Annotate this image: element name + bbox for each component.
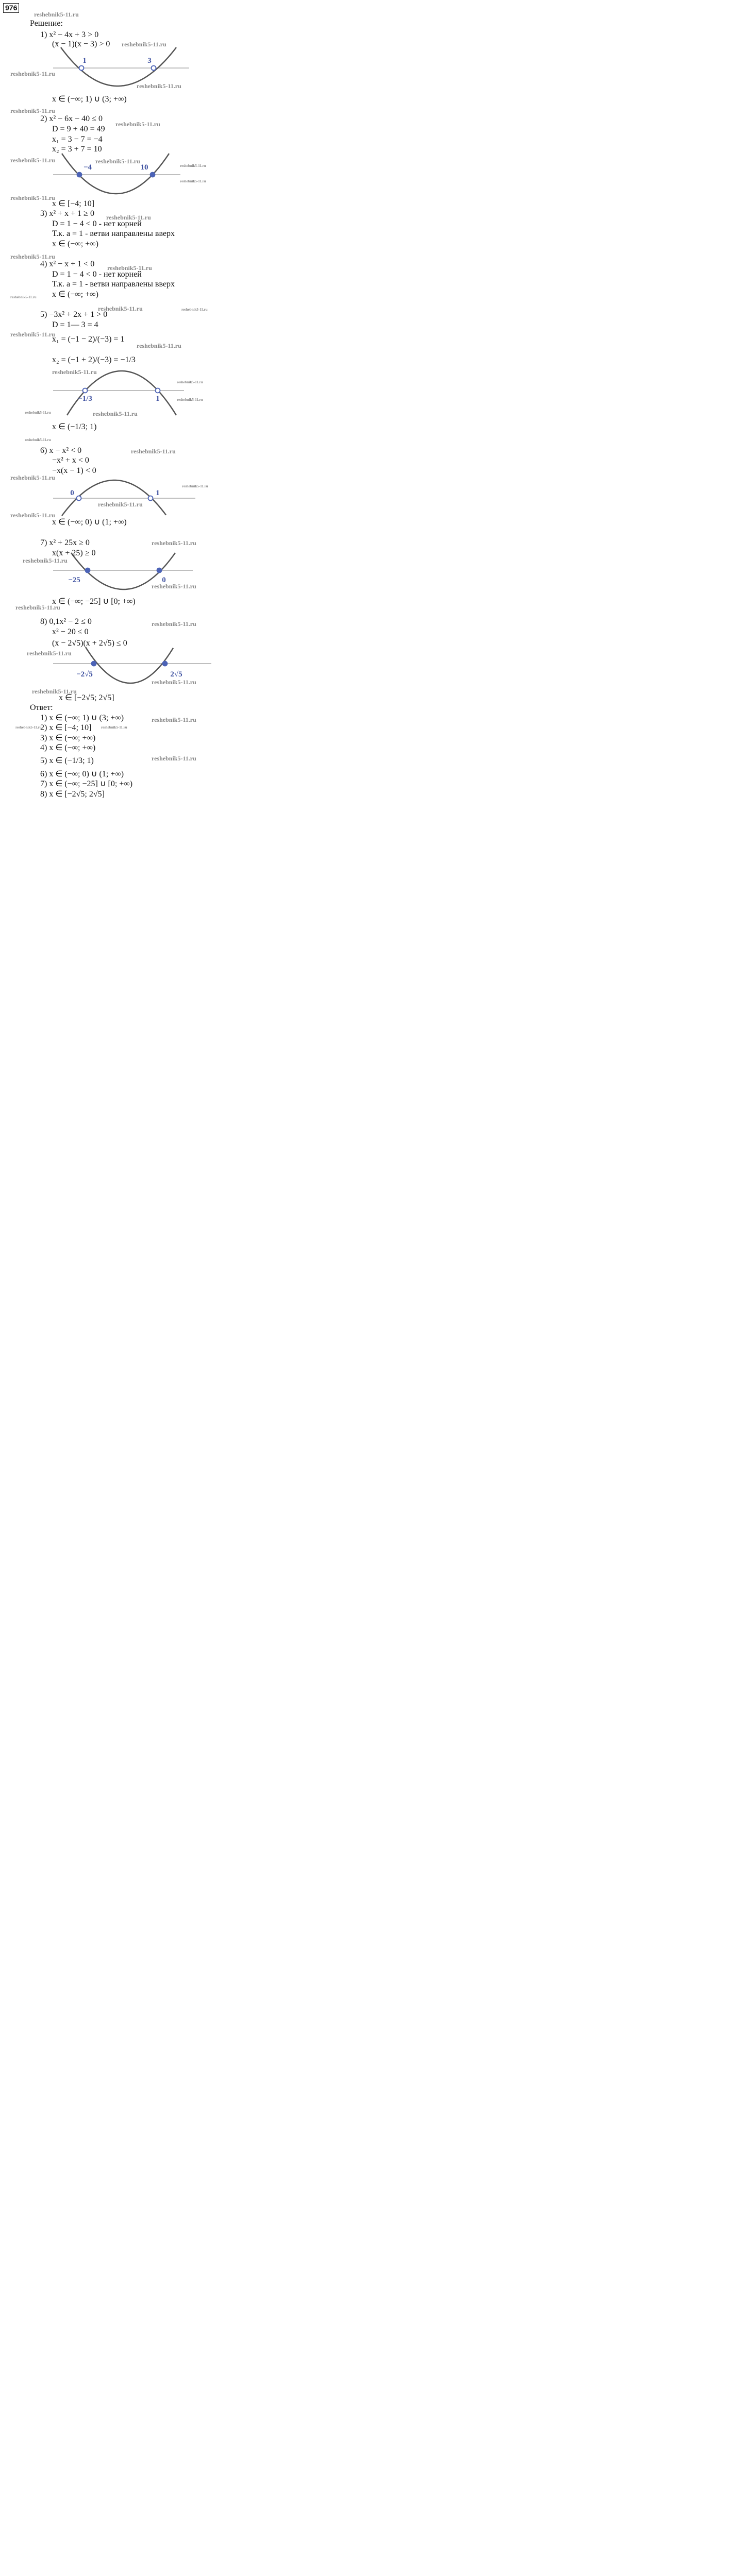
solution-line: 3) x² + x + 1 ≥ 0 [40, 209, 94, 218]
open-point [152, 66, 156, 71]
watermark: reshebnik5-11.ru [32, 688, 77, 695]
solution-line: x(x + 25) ≥ 0 [52, 549, 96, 557]
solution-line: x ∈ (−∞; 0) ∪ (1; +∞) [52, 518, 127, 527]
solution-line: 4) x ∈ (−∞; +∞) [40, 743, 96, 752]
solution-line: x ∈ (−∞; +∞) [52, 290, 98, 299]
solution-line: 4) x² − x + 1 < 0 [40, 260, 95, 268]
root-label: 1 [156, 395, 160, 403]
solution-line: x₂ = (−1 + 2)/(−3) = −1/3 [52, 355, 136, 364]
solution-line: x ∈ [−4; 10] [52, 199, 95, 208]
solution-line: x ∈ (−∞; 1) ∪ (3; +∞) [52, 95, 127, 104]
graphs-layer [0, 0, 213, 808]
root-label: −25 [68, 576, 80, 584]
watermark: reshebnik5-11.ru [10, 194, 55, 201]
solution-line: 5) −3x² + 2x + 1 > 0 [40, 310, 108, 319]
open-point [148, 496, 153, 501]
solution-line: 7) x² + 25x ≥ 0 [40, 538, 90, 547]
watermark: reshebnik5-11.ru [115, 121, 160, 128]
solution-line: −x(x − 1) < 0 [52, 466, 96, 475]
problem-number: 976 [3, 3, 19, 13]
root-label: 0 [162, 576, 166, 584]
graph-6 [53, 480, 195, 516]
watermark: reshebnik5-11.ru [52, 368, 97, 376]
watermark: reshebnik5-11.ru [98, 305, 143, 312]
solution-line: 6) x ∈ (−∞; 0) ∪ (1; +∞) [40, 770, 124, 778]
solution-line: 2) x² − 6x − 40 ≤ 0 [40, 114, 103, 123]
watermark: reshebnik5-11.ru [10, 512, 55, 519]
watermark: reshebnik5-11.ru [10, 253, 55, 260]
watermark: reshebnik5-11.ru [182, 484, 208, 488]
watermark: reshebnik5-11.ru [101, 725, 127, 730]
solution-line: (x − 2√5)(x + 2√5) ≤ 0 [52, 639, 127, 648]
root-label: 2√5 [170, 670, 182, 679]
solution-line: x₁ = 3 − 7 = −4 [52, 135, 103, 144]
solution-line: Т.к. a = 1 - ветви направлены вверх [52, 280, 175, 289]
solution-line: 2) x ∈ [−4; 10] [40, 723, 92, 732]
root-label: 10 [140, 163, 148, 172]
solution-line: 8) 0,1x² − 2 ≤ 0 [40, 617, 92, 626]
watermark: reshebnik5-11.ru [93, 410, 138, 417]
solution-line: D = 1 − 4 < 0 - нет корней [52, 219, 142, 228]
solution-line: x ∈ (−∞; −25] ∪ [0; +∞) [52, 597, 136, 606]
watermark: reshebnik5-11.ru [98, 501, 143, 508]
closed-point [157, 568, 162, 573]
parabola [67, 371, 176, 415]
solution-line: x₁ = (−1 − 2)/(−3) = 1 [52, 335, 125, 344]
solution-line: 3) x ∈ (−∞; +∞) [40, 734, 96, 742]
watermark: reshebnik5-11.ru [152, 539, 196, 547]
solution-line: 8) x ∈ [−2√5; 2√5] [40, 790, 105, 799]
watermark: reshebnik5-11.ru [25, 438, 51, 442]
watermark: reshebnik5-11.ru [107, 264, 152, 272]
solution-line: x² − 20 ≤ 0 [52, 628, 89, 636]
watermark: reshebnik5-11.ru [34, 11, 79, 18]
watermark: reshebnik5-11.ru [137, 82, 181, 90]
closed-point [86, 568, 90, 573]
watermark: reshebnik5-11.ru [131, 448, 176, 455]
solution-line: 6) x − x² < 0 [40, 446, 82, 455]
open-point [77, 496, 81, 501]
watermark: reshebnik5-11.ru [27, 650, 72, 657]
watermark: reshebnik5-11.ru [25, 411, 51, 415]
watermark: reshebnik5-11.ru [10, 474, 55, 481]
open-point [156, 388, 160, 393]
closed-point [151, 173, 155, 177]
graph-5 [53, 371, 184, 415]
solution-line: 7) x ∈ (−∞; −25] ∪ [0; +∞) [40, 779, 133, 788]
watermark: reshebnik5-11.ru [10, 107, 55, 114]
root-label: −1/3 [78, 395, 92, 403]
watermark: reshebnik5-11.ru [177, 380, 203, 384]
watermark: reshebnik5-11.ru [122, 41, 166, 48]
open-point [79, 66, 84, 71]
root-label: −4 [83, 163, 92, 172]
closed-point [77, 173, 82, 177]
watermark: reshebnik5-11.ru [10, 331, 55, 338]
solution-line: 1) x² − 4x + 3 > 0 [40, 30, 99, 39]
watermark: reshebnik5-11.ru [10, 295, 37, 299]
open-point [83, 388, 88, 393]
watermark: reshebnik5-11.ru [152, 716, 196, 723]
root-label: −2√5 [76, 670, 93, 679]
watermark: reshebnik5-11.ru [152, 755, 196, 762]
closed-point [92, 662, 96, 666]
solution-line: D = 1 − 4 < 0 - нет корней [52, 270, 142, 279]
watermark: reshebnik5-11.ru [10, 157, 55, 164]
solution-line: x₂ = 3 + 7 = 10 [52, 145, 102, 154]
watermark: reshebnik5-11.ru [95, 158, 140, 165]
solution-line: Т.к. a = 1 - ветви направлены вверх [52, 229, 175, 238]
graph-1 [53, 47, 189, 86]
root-label: 0 [70, 489, 74, 497]
watermark: reshebnik5-11.ru [152, 583, 196, 590]
solution-line: 5) x ∈ (−1/3; 1) [40, 756, 94, 765]
parabola [86, 647, 173, 683]
solution-line: x ∈ (−1/3; 1) [52, 422, 97, 431]
solution-line: x ∈ (−∞; +∞) [52, 240, 98, 248]
solution-line: −x² + x < 0 [52, 456, 89, 465]
solution-line: D = 1— 3 = 4 [52, 320, 98, 329]
watermark: reshebnik5-11.ru [181, 308, 208, 312]
watermark: reshebnik5-11.ru [137, 342, 181, 349]
watermark: reshebnik5-11.ru [15, 725, 42, 730]
watermark: reshebnik5-11.ru [152, 620, 196, 628]
root-label: 3 [147, 57, 152, 65]
watermark: reshebnik5-11.ru [23, 557, 68, 564]
solution-line: (x − 1)(x − 3) > 0 [52, 40, 110, 48]
watermark: reshebnik5-11.ru [15, 604, 60, 611]
watermark: reshebnik5-11.ru [180, 179, 206, 183]
solution-line: Решение: [30, 19, 63, 28]
watermark: reshebnik5-11.ru [180, 164, 206, 168]
watermark: reshebnik5-11.ru [177, 398, 203, 402]
root-label: 1 [82, 57, 87, 65]
closed-point [163, 662, 168, 666]
root-label: 1 [156, 489, 160, 497]
parabola [61, 47, 176, 86]
solution-line: D = 9 + 40 = 49 [52, 125, 105, 133]
watermark: reshebnik5-11.ru [10, 70, 55, 77]
solution-line: x ∈ [−2√5; 2√5] [59, 693, 114, 702]
solution-line: 1) x ∈ (−∞; 1) ∪ (3; +∞) [40, 714, 124, 722]
graph-8 [53, 647, 211, 683]
watermark: reshebnik5-11.ru [106, 214, 151, 221]
solution-line: Ответ: [30, 703, 53, 712]
watermark: reshebnik5-11.ru [152, 679, 196, 686]
solution-page [0, 0, 213, 808]
